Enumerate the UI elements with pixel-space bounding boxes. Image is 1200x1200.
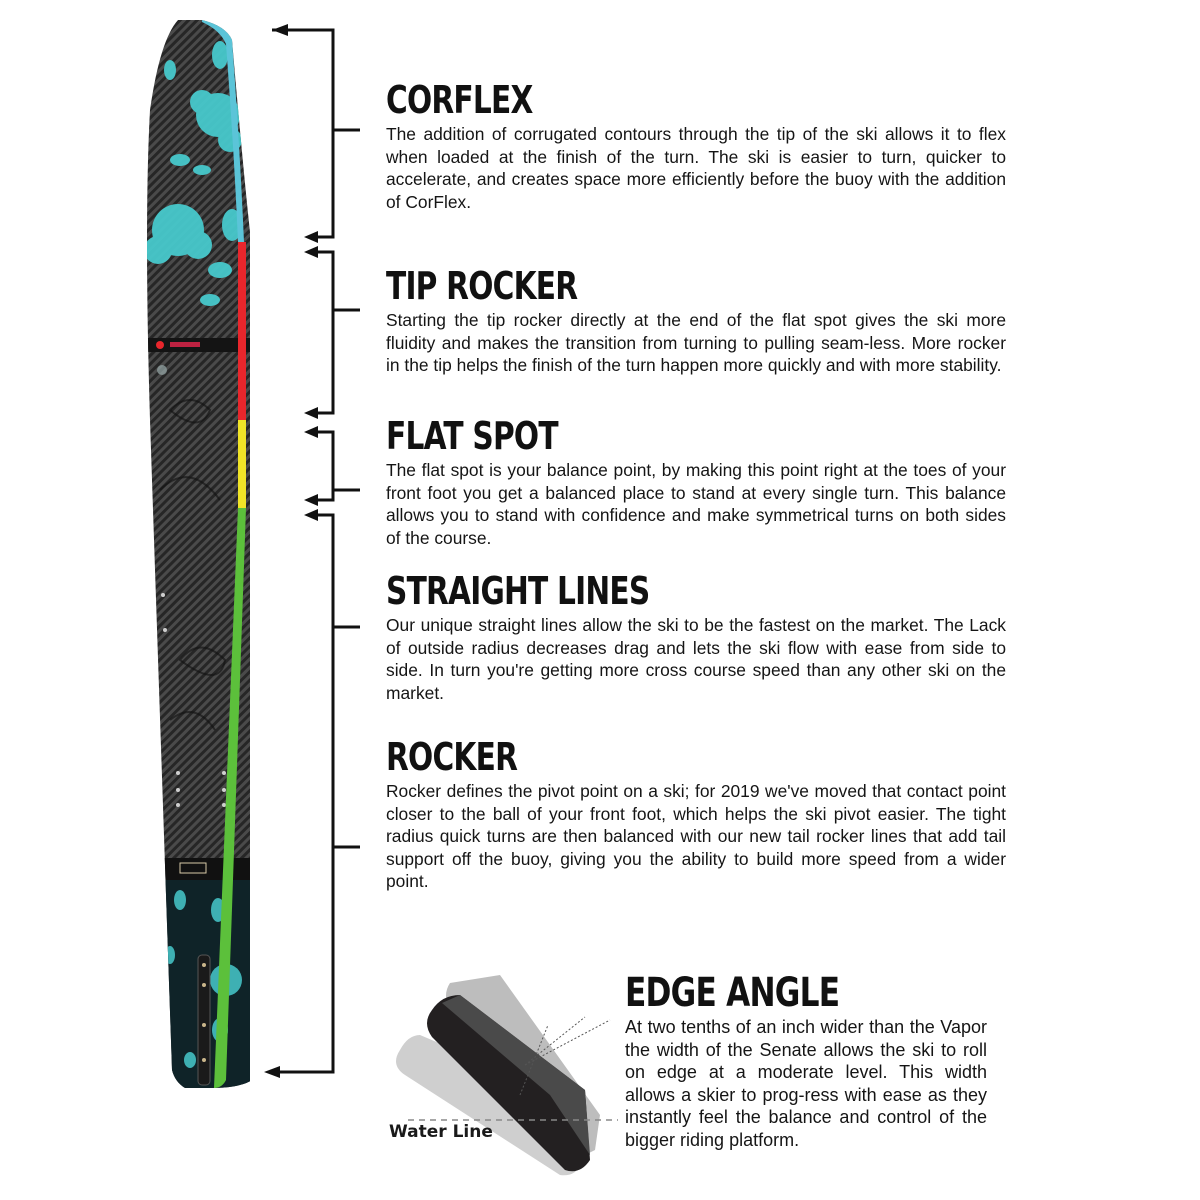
section-title: CORFLEX xyxy=(386,78,533,122)
section-edge-angle xyxy=(625,970,987,1152)
bracket-arrows xyxy=(260,0,370,1100)
section-title: ROCKER xyxy=(386,735,518,779)
bracket-corflex xyxy=(272,24,360,243)
section-title: STRAIGHT LINES xyxy=(386,569,650,613)
section-title: FLAT SPOT xyxy=(386,414,558,458)
section-title: TIP ROCKER xyxy=(386,264,578,308)
section-corflex xyxy=(386,80,1006,213)
bracket-tip-rocker xyxy=(304,246,360,419)
section-title: EDGE ANGLE xyxy=(625,970,840,1016)
section-body: Rocker defines the pivot point on a ski; for 2019 we've moved that contact point closer to the ball of your front foot, which helps the ski pivot easier. The tight radius quick turns are then balanced with our new tail rocker lines that add tail support off the buoy, giving you the ability to build more speed from a wider point. xyxy=(386,781,1006,891)
section-body: Starting the tip rocker directly at the end of the flat spot gives the ski more fluidity and makes the transition from turning to pulling seam-less. More rocker in the tip helps the finish of the turn happen more quickly and with more stability. xyxy=(386,310,1006,375)
section-flat-spot xyxy=(386,416,1006,549)
section-body: The addition of corrugated contours through the tip of the ski allows it to flex when loaded at the finish of the turn. The ski is easier to turn, quicker to accelerate, and creates space more efficiently before the buoy with the addition of CorFlex. xyxy=(386,124,1006,212)
tip-rocker-rail xyxy=(238,242,246,420)
edge-angle-diagram xyxy=(380,965,620,1180)
water-line-label: Water Line xyxy=(389,1122,493,1142)
fin xyxy=(198,955,210,1085)
bracket-flat-spot xyxy=(304,426,360,506)
section-body: At two tenths of an inch wider than the Vapor the width of the Senate allows the ski to roll on edge at a moderate level. This width allows a skier to prog-ress with ease as they instantly feel the balance and control of the bigger riding platform. xyxy=(625,1017,987,1150)
ski-graphic xyxy=(140,20,250,1090)
bracket-straight-lines-rocker xyxy=(264,509,360,1078)
flat-spot-rail xyxy=(238,420,246,508)
ski-illustration xyxy=(140,20,250,1090)
section-straight-lines xyxy=(386,571,1006,704)
section-rocker xyxy=(386,737,1006,893)
section-body: Our unique straight lines allow the ski to be the fastest on the market. The Lack of outside radius decreases drag and lets the ski flow with ease from side to side. In turn you're getting more cross course speed than any other ski on the market. xyxy=(386,615,1006,703)
section-tip-rocker xyxy=(386,266,1006,377)
section-body: The flat spot is your balance point, by making this point right at the toes of your front foot you get a balanced place to stand at every single turn. This balance allows you to stand with confidence and make symmetrical turns on both sides of the course. xyxy=(386,460,1006,548)
